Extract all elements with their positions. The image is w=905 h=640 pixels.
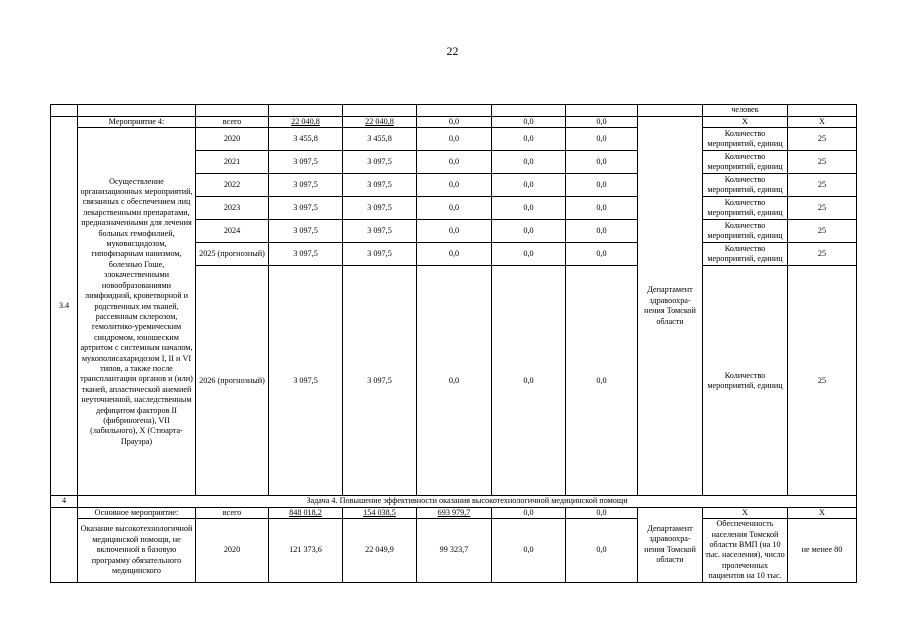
value-cell: 0,0 — [566, 151, 638, 174]
value-cell: 99 323,7 — [417, 519, 492, 582]
executor-cell: Департамент здравоохра-нения Томской области — [638, 117, 703, 496]
value-cell: 0,0 — [566, 174, 638, 197]
indicator-cell: Обеспеченность населения Томской области ВМП (на 10 тыс. населения), число пролеченных пациентов на 10 тыс. — [703, 519, 788, 582]
value-cell: 0,0 — [566, 117, 638, 128]
target-cell: 25 — [788, 128, 857, 151]
period-cell: 2020 — [196, 519, 269, 582]
value-cell: 22 040,8 — [343, 117, 417, 128]
value-cell: 0,0 — [417, 151, 492, 174]
value-cell: 0,0 — [566, 128, 638, 151]
indicator-cell: Количество мероприятий, единиц — [703, 197, 788, 220]
row-number: 3.4 — [51, 117, 78, 496]
period-cell: 2026 (прогнозный) — [196, 266, 269, 496]
value-cell: 693 979,7 — [417, 507, 492, 518]
period-cell: 2024 — [196, 220, 269, 243]
value-cell: 0,0 — [492, 128, 566, 151]
measure-description: Осуществление организационных мероприятий, связанных с обеспечением лиц лекарственными препаратами, предназначенными для лечения больных гемофилией, муковисцидозом, гипофизарным нанизмом, болезнью Гоше, злокачественными новообразованиями лимфоидной, кроветворной и родственных им тканей, рассеянным склерозом, гемолитико-уремическим синдромом, юношеским артритом с системным началом, мукополисахаридозом I, II и VI типов, а также после трансплантации органов и (или) тканей, апластической анемией неуточненной, наследственным дефицитом факторов II (фибриногена), VII (лабильного), X (Стюарта-Прауэра) — [78, 128, 196, 496]
value-cell: 0,0 — [492, 117, 566, 128]
value-cell: 0,0 — [566, 220, 638, 243]
period-cell: 2025 (прогнозный) — [196, 243, 269, 266]
indicator-cell: Количество мероприятий, единиц — [703, 174, 788, 197]
value-cell: 3 097,5 — [269, 151, 343, 174]
target-cell: не менее 80 — [788, 519, 857, 582]
task-heading: Задача 4. Повышение эффективности оказания высокотехнологичной медицинской помощи — [78, 496, 857, 507]
table-row — [51, 496, 857, 507]
measure-title: Основное мероприятие: — [78, 507, 196, 518]
value-cell: 0,0 — [417, 128, 492, 151]
period-cell: всего — [196, 117, 269, 128]
value-cell: 0,0 — [566, 519, 638, 582]
value-cell: 0,0 — [492, 151, 566, 174]
target-cell: 25 — [788, 174, 857, 197]
program-table — [50, 104, 857, 583]
indicator-cell: человек — [703, 105, 788, 117]
value-cell: 0,0 — [417, 220, 492, 243]
value-cell: 0,0 — [566, 507, 638, 518]
value-cell: 3 097,5 — [343, 266, 417, 496]
value-cell: 0,0 — [492, 507, 566, 518]
value-cell: 22 049,9 — [343, 519, 417, 582]
target-cell: 25 — [788, 220, 857, 243]
indicator-cell: Количество мероприятий, единиц — [703, 220, 788, 243]
value-cell: 0,0 — [492, 220, 566, 243]
target-cell: 25 — [788, 266, 857, 496]
value-cell: 3 097,5 — [269, 220, 343, 243]
value-cell: 0,0 — [566, 197, 638, 220]
value-cell: 0,0 — [492, 197, 566, 220]
value-cell: 3 455,8 — [343, 128, 417, 151]
executor-cell: Департамент здравоохра-нения Томской области — [638, 507, 703, 582]
value-cell: 0,0 — [492, 174, 566, 197]
value-cell: 3 097,5 — [269, 243, 343, 266]
value-cell: 0,0 — [566, 266, 638, 496]
page-number: 22 — [446, 44, 459, 58]
row-number: 4 — [51, 496, 78, 507]
value-cell: 0,0 — [566, 243, 638, 266]
target-cell: X — [788, 507, 857, 518]
value-cell: 0,0 — [492, 519, 566, 582]
indicator-cell: X — [703, 117, 788, 128]
indicator-cell: X — [703, 507, 788, 518]
value-cell: 3 097,5 — [343, 220, 417, 243]
value-cell: 3 097,5 — [343, 243, 417, 266]
period-cell: 2022 — [196, 174, 269, 197]
indicator-cell: Количество мероприятий, единиц — [703, 128, 788, 151]
target-cell: 25 — [788, 243, 857, 266]
indicator-cell: Количество мероприятий, единиц — [703, 243, 788, 266]
value-cell: 3 097,5 — [269, 174, 343, 197]
target-cell: X — [788, 117, 857, 128]
value-cell: 0,0 — [417, 117, 492, 128]
value-cell: 3 097,5 — [343, 151, 417, 174]
indicator-cell: Количество мероприятий, единиц — [703, 151, 788, 174]
period-cell: 2020 — [196, 128, 269, 151]
period-cell: всего — [196, 507, 269, 518]
indicator-cell: Количество мероприятий, единиц — [703, 266, 788, 496]
table-row — [51, 507, 857, 518]
value-cell: 3 097,5 — [269, 197, 343, 220]
value-cell: 3 097,5 — [269, 266, 343, 496]
measure-title: Мероприятие 4: — [78, 117, 196, 128]
period-cell: 2023 — [196, 197, 269, 220]
value-cell: 0,0 — [492, 266, 566, 496]
value-cell: 0,0 — [417, 197, 492, 220]
value-cell: 22 040,8 — [269, 117, 343, 128]
value-cell: 0,0 — [417, 266, 492, 496]
value-cell: 0,0 — [417, 243, 492, 266]
period-cell: 2021 — [196, 151, 269, 174]
table-row — [51, 117, 857, 128]
value-cell: 0,0 — [417, 174, 492, 197]
value-cell: 3 097,5 — [343, 197, 417, 220]
value-cell: 3 097,5 — [343, 174, 417, 197]
measure-description: Оказание высокотехнологичной медицинской помощи, не включенной в базовую программу обязательного медицинского — [78, 519, 196, 582]
target-cell: 25 — [788, 151, 857, 174]
value-cell: 154 038,5 — [343, 507, 417, 518]
value-cell: 3 455,8 — [269, 128, 343, 151]
value-cell: 121 373,6 — [269, 519, 343, 582]
table-row — [51, 105, 857, 117]
target-cell: 25 — [788, 197, 857, 220]
value-cell: 848 018,2 — [269, 507, 343, 518]
table-row — [51, 519, 857, 582]
value-cell: 0,0 — [492, 243, 566, 266]
table-row — [51, 128, 857, 151]
